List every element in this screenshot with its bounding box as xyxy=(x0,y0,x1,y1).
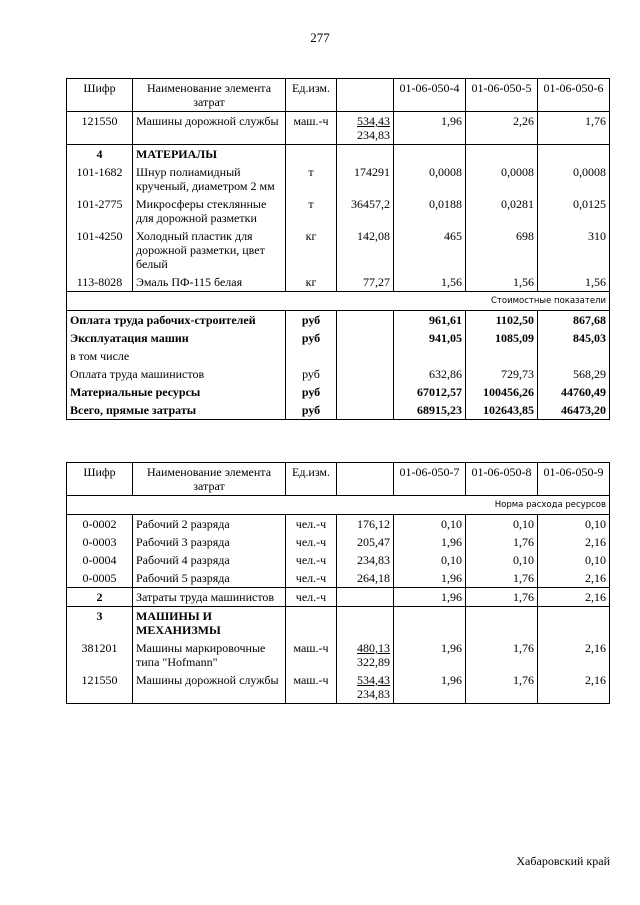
price-operator: 234,83 xyxy=(357,128,390,142)
row-price xyxy=(337,671,394,704)
row-value: 698 xyxy=(466,227,538,273)
row-value: 0,0008 xyxy=(394,163,466,195)
row-code: 113-8028 xyxy=(67,273,133,292)
summary-value: 102643,85 xyxy=(466,401,538,420)
summary-row xyxy=(67,347,610,365)
row-value: 2,16 xyxy=(538,639,610,671)
row-code: 0-0004 xyxy=(67,551,133,569)
summary-value: 632,86 xyxy=(394,365,466,383)
row-price: 36457,2 xyxy=(337,195,394,227)
row-value: 1,56 xyxy=(394,273,466,292)
row-unit: т xyxy=(286,195,337,227)
cost-table-2 xyxy=(66,462,610,704)
row-value: 2,26 xyxy=(466,112,538,145)
summary-row xyxy=(67,383,610,401)
summary-unit: руб xyxy=(286,383,337,401)
row-value: 1,76 xyxy=(538,112,610,145)
row-code: 121550 xyxy=(67,112,133,145)
row-price: 174291 xyxy=(337,163,394,195)
row-value: 1,76 xyxy=(466,639,538,671)
row-value: 0,10 xyxy=(538,515,610,534)
col-header-price xyxy=(337,79,394,112)
col-header-norm: 01-06-050-9 xyxy=(538,463,610,496)
row-unit: кг xyxy=(286,227,337,273)
col-header-unit: Ед.изм. xyxy=(286,79,337,112)
summary-row xyxy=(67,365,610,383)
row-value: 0,0008 xyxy=(538,163,610,195)
row-unit: чел.-ч xyxy=(286,551,337,569)
table-row xyxy=(67,163,610,195)
row-value: 0,10 xyxy=(538,551,610,569)
col-header-norm: 01-06-050-7 xyxy=(394,463,466,496)
row-price: 264,18 xyxy=(337,569,394,588)
price-machine: 534,43 xyxy=(357,673,390,687)
subheader-resource-norm: Норма расхода ресурсов xyxy=(67,496,610,515)
row-value: 1,56 xyxy=(538,273,610,292)
row-name: Микросферы стеклянные для дорожной разметки xyxy=(133,195,286,227)
summary-name: Оплата труда машинистов xyxy=(67,365,286,383)
row-unit: т xyxy=(286,163,337,195)
cost-table-1 xyxy=(66,78,610,420)
col-header-name: Наименование элемента затрат xyxy=(133,463,286,496)
table-row xyxy=(67,195,610,227)
row-value: 1,76 xyxy=(466,533,538,551)
row-code: 2 xyxy=(67,588,133,607)
col-header-code: Шифр xyxy=(67,463,133,496)
col-header-name: Наименование элемента затрат xyxy=(133,79,286,112)
summary-value: 941,05 xyxy=(394,329,466,347)
row-name: Эмаль ПФ-115 белая xyxy=(133,273,286,292)
summary-value: 845,03 xyxy=(538,329,610,347)
table-row xyxy=(67,639,610,671)
subheader-row xyxy=(67,292,610,311)
row-name: Шнур полиамидный крученый, диаметром 2 мм xyxy=(133,163,286,195)
subheader-cost-indicators: Стоимостные показатели xyxy=(67,292,610,311)
row-unit: кг xyxy=(286,273,337,292)
table-header xyxy=(67,463,610,496)
section-title: МАТЕРИАЛЫ xyxy=(133,145,286,164)
summary-value: 100456,26 xyxy=(466,383,538,401)
row-value: 310 xyxy=(538,227,610,273)
summary-row xyxy=(67,401,610,420)
section-code: 4 xyxy=(67,145,133,164)
table-row xyxy=(67,112,610,145)
row-value: 1,96 xyxy=(394,588,466,607)
summary-value: 67012,57 xyxy=(394,383,466,401)
row-value: 1,96 xyxy=(394,671,466,704)
row-value: 0,0281 xyxy=(466,195,538,227)
row-name: Машины дорожной службы xyxy=(133,671,286,704)
col-header-code: Шифр xyxy=(67,79,133,112)
row-unit: чел.-ч xyxy=(286,588,337,607)
row-name: Затраты труда машинистов xyxy=(133,588,286,607)
summary-name: в том числе xyxy=(67,347,286,365)
table-row xyxy=(67,671,610,704)
summary-value: 867,68 xyxy=(538,311,610,330)
summary-unit: руб xyxy=(286,329,337,347)
summary-value: 44760,49 xyxy=(538,383,610,401)
row-code: 101-1682 xyxy=(67,163,133,195)
summary-value: 1102,50 xyxy=(466,311,538,330)
row-code: 0-0005 xyxy=(67,569,133,588)
row-value: 0,10 xyxy=(394,515,466,534)
row-value: 2,16 xyxy=(538,671,610,704)
section-heading-row xyxy=(67,145,610,164)
summary-value: 961,61 xyxy=(394,311,466,330)
price-machine: 480,13 xyxy=(357,641,390,655)
row-unit: маш.-ч xyxy=(286,671,337,704)
summary-value: 568,29 xyxy=(538,365,610,383)
summary-value: 1085,09 xyxy=(466,329,538,347)
summary-name: Оплата труда рабочих-строителей xyxy=(67,311,286,330)
row-price: 234,83 xyxy=(337,551,394,569)
summary-name: Материальные ресурсы xyxy=(67,383,286,401)
row-value: 0,0188 xyxy=(394,195,466,227)
row-price: 77,27 xyxy=(337,273,394,292)
table-row xyxy=(67,227,610,273)
summary-unit: руб xyxy=(286,401,337,420)
row-price: 205,47 xyxy=(337,533,394,551)
summary-value: 729,73 xyxy=(466,365,538,383)
price-operator: 322,89 xyxy=(357,655,390,669)
row-unit: маш.-ч xyxy=(286,639,337,671)
row-code: 0-0002 xyxy=(67,515,133,534)
row-code: 101-4250 xyxy=(67,227,133,273)
row-unit: чел.-ч xyxy=(286,515,337,534)
row-value: 1,76 xyxy=(466,569,538,588)
col-header-unit: Ед.изм. xyxy=(286,463,337,496)
row-name: Холодный пластик для дорожной разметки, цвет белый xyxy=(133,227,286,273)
row-code: 121550 xyxy=(67,671,133,704)
table-row xyxy=(67,515,610,534)
table-row xyxy=(67,569,610,588)
table-row xyxy=(67,533,610,551)
col-header-norm: 01-06-050-8 xyxy=(466,463,538,496)
row-code: 381201 xyxy=(67,639,133,671)
row-code: 0-0003 xyxy=(67,533,133,551)
row-value: 2,16 xyxy=(538,588,610,607)
col-header-norm: 01-06-050-5 xyxy=(466,79,538,112)
row-value: 1,96 xyxy=(394,639,466,671)
price-operator: 234,83 xyxy=(357,687,390,701)
row-unit: чел.-ч xyxy=(286,533,337,551)
table-row xyxy=(67,588,610,607)
col-header-norm: 01-06-050-6 xyxy=(538,79,610,112)
summary-value: 46473,20 xyxy=(538,401,610,420)
col-header-norm: 01-06-050-4 xyxy=(394,79,466,112)
row-price: 142,08 xyxy=(337,227,394,273)
row-name: Машины дорожной службы xyxy=(133,112,286,145)
row-price: 176,12 xyxy=(337,515,394,534)
table-row xyxy=(67,551,610,569)
row-value: 1,56 xyxy=(466,273,538,292)
summary-row xyxy=(67,329,610,347)
summary-value: 68915,23 xyxy=(394,401,466,420)
section-title: МАШИНЫ И МЕХАНИЗМЫ xyxy=(133,607,286,640)
row-value: 0,0008 xyxy=(466,163,538,195)
page-number: 277 xyxy=(310,30,330,45)
row-name: Рабочий 4 разряда xyxy=(133,551,286,569)
row-price xyxy=(337,112,394,145)
table-row xyxy=(67,273,610,292)
row-name: Рабочий 2 разряда xyxy=(133,515,286,534)
summary-unit: руб xyxy=(286,311,337,330)
summary-row xyxy=(67,311,610,330)
section-heading-row xyxy=(67,607,610,640)
table-header xyxy=(67,79,610,112)
row-price xyxy=(337,639,394,671)
summary-name: Всего, прямые затраты xyxy=(67,401,286,420)
row-unit: маш.-ч xyxy=(286,112,337,145)
section-code: 3 xyxy=(67,607,133,640)
row-value: 0,10 xyxy=(466,551,538,569)
row-value: 1,96 xyxy=(394,569,466,588)
summary-unit: руб xyxy=(286,365,337,383)
row-name: Рабочий 5 разряда xyxy=(133,569,286,588)
summary-name: Эксплуатация машин xyxy=(67,329,286,347)
row-unit: чел.-ч xyxy=(286,569,337,588)
row-value: 1,76 xyxy=(466,671,538,704)
row-value: 0,0125 xyxy=(538,195,610,227)
region-footer: Хабаровский край xyxy=(516,854,610,868)
row-value: 1,76 xyxy=(466,588,538,607)
col-header-price xyxy=(337,463,394,496)
row-value: 1,96 xyxy=(394,112,466,145)
subheader-row xyxy=(67,496,610,515)
row-value: 2,16 xyxy=(538,569,610,588)
row-value: 0,10 xyxy=(394,551,466,569)
row-value: 2,16 xyxy=(538,533,610,551)
row-name: Рабочий 3 разряда xyxy=(133,533,286,551)
row-value: 465 xyxy=(394,227,466,273)
row-name: Машины маркировочные типа "Hofmann" xyxy=(133,639,286,671)
row-value: 1,96 xyxy=(394,533,466,551)
row-code: 101-2775 xyxy=(67,195,133,227)
row-value: 0,10 xyxy=(466,515,538,534)
price-machine: 534,43 xyxy=(357,114,390,128)
